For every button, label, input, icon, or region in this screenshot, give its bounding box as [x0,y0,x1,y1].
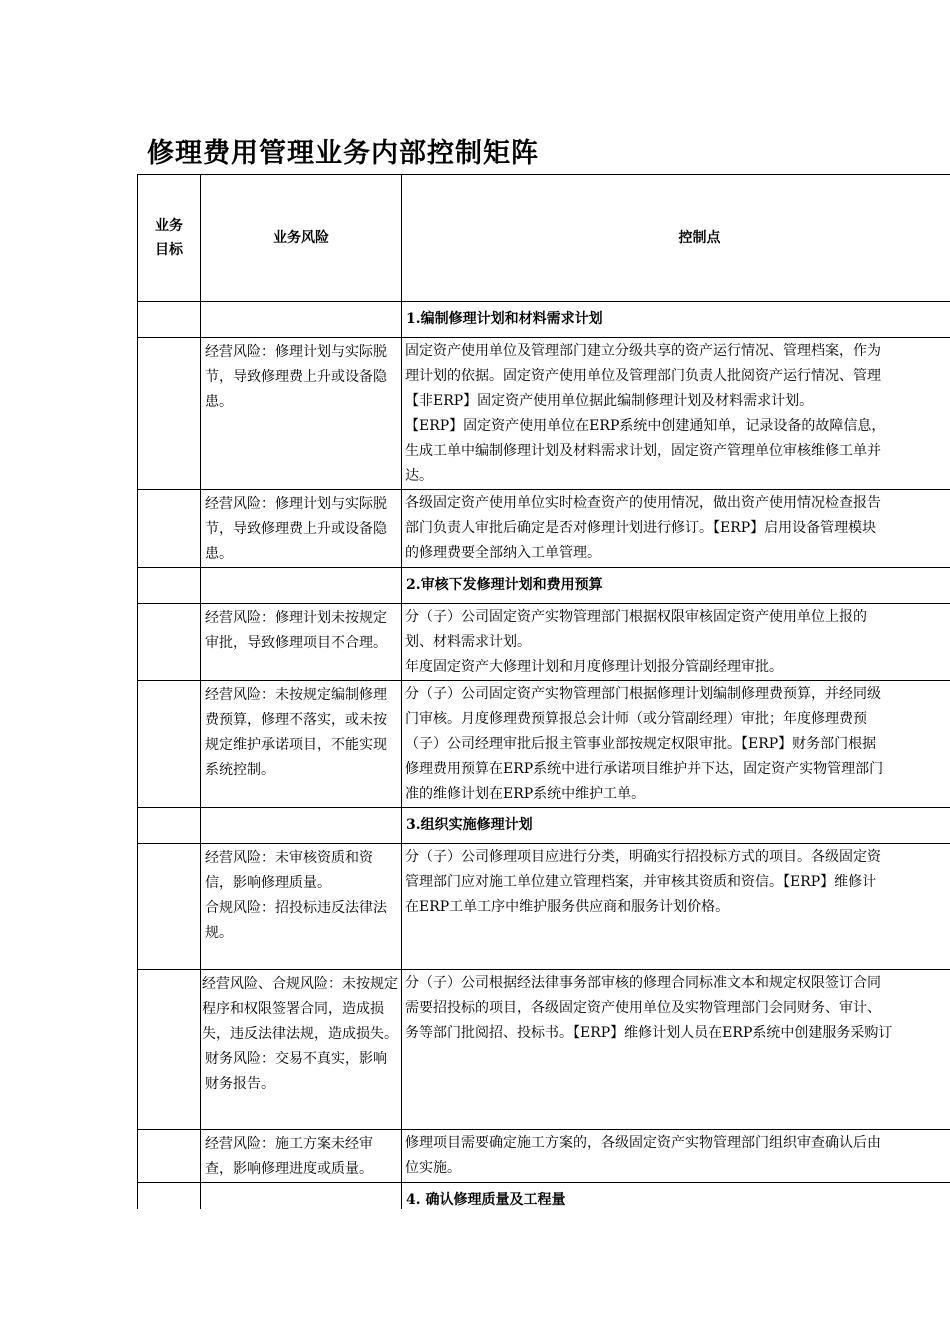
control-text [402,970,950,1046]
control-line: 各级固定资产使用单位实时检查资产的使用情况，做出资产使用情况检查报告 [405,495,881,511]
control-text [402,681,950,807]
control-cell [402,970,950,1130]
risk-cell [201,681,402,808]
risk-text: 经营风险：修理计划未按规定审批，导致修理项目不合理。 [205,610,387,651]
control-line: 修理项目需要确定施工方案的，各级固定资产实物管理部门组织审查确认后由 [405,1135,881,1151]
section-heading: 3.组织实施修理计划 [402,808,950,844]
risk-text: 经营风险：未按规定编制修理费预算，修理不落实，或未按规定维护承诺项目，不能实现系统控制。 [205,687,387,778]
goal-cell [138,604,201,681]
control-line: 修理费用预算在ERP系统中进行承诺项目维护并下达，固定资产实物管理部门 [405,761,884,777]
goal-cell [138,970,201,1130]
risk-text: 财务风险：交易不真实，影响财务报告。 [205,1051,387,1092]
control-text [402,844,950,920]
section-goal-cell [138,1183,201,1210]
section-risk-cell [201,568,402,604]
control-line: 年度固定资产大修理计划和月度修理计划报分管副经理审批。 [405,659,783,675]
control-line: 需要招投标的项目，各级固定资产使用单位及实物管理部门会同财务、审计、 [405,1000,881,1016]
control-cell [402,490,950,568]
control-line: 【ERP】固定资产使用单位在ERP系统中创建通知单，记录设备的故障信息， [405,418,886,434]
section-risk-cell [201,808,402,844]
control-line: 固定资产使用单位及管理部门建立分级共享的资产运行情况、管理档案，作为 [405,343,881,359]
risk-text: 经营风险：修理计划与实际脱节，导致修理费上升或设备隐患。 [205,344,387,410]
header-risk: 业务风险 [201,175,402,302]
risk-cell [201,1130,402,1183]
risk-text: 经营风险：未审核资质和资信，影响修理质量。 [205,850,373,891]
risk-cell [201,338,402,490]
control-text [402,338,950,489]
header-goal [138,175,201,302]
section-goal-cell [138,808,201,844]
page-title: 修理费用管理业务内部控制矩阵 [147,138,539,169]
risk-text: 经营风险、合规风险：未按规定程序和权限签署合同，造成损失，违反法律法规，造成损失。 [202,976,398,1042]
control-line: 分（子）公司根据经法律事务部审核的修理合同标准文本和规定权限签订合同 [405,975,881,991]
control-text [402,490,950,566]
risk-text: 经营风险：施工方案未经审查，影响修理进度或质量。 [205,1136,373,1177]
header-goal-line: 目标 [155,242,183,258]
control-line: 生成工单中编制修理计划及材料需求计划，固定资产管理单位审核维修工单并 [405,443,881,459]
goal-cell [138,490,201,568]
section-risk-cell [201,302,402,338]
control-cell [402,338,950,490]
goal-cell [138,844,201,970]
control-cell [402,1130,950,1183]
section-goal-cell [138,568,201,604]
section-heading: 2.审核下发修理计划和费用预算 [402,568,950,604]
risk-cell [201,604,402,681]
control-matrix-table [137,174,950,1209]
risk-text: 合规风险：招投标违反法律法规。 [205,900,387,941]
control-cell [402,604,950,681]
control-line: 分（子）公司固定资产实物管理部门根据修理计划编制修理费预算，并经同级 [405,686,881,702]
control-line: 分（子）公司修理项目应进行分类，明确实行招投标方式的项目。各级固定资 [405,849,881,865]
header-goal-line: 业务 [155,218,183,234]
control-line: 达。 [405,468,433,484]
control-line: 管理部门应对施工单位建立管理档案，并审核其资质和资信。【ERP】维修计 [405,874,877,890]
control-line: 务等部门批阅招、投标书。【ERP】维修计划人员在ERP系统中创建服务采购订 [405,1025,893,1041]
control-line: 位实施。 [405,1160,461,1176]
control-cell [402,844,950,970]
control-line: 【非ERP】固定资产使用单位据此编制修理计划及材料需求计划。 [405,393,814,409]
risk-cell [201,490,402,568]
goal-cell [138,681,201,808]
control-line: 的修理费要全部纳入工单管理。 [405,545,601,561]
risk-cell [201,970,402,1130]
header-goal-text [138,214,200,262]
section-heading: 1.编制修理计划和材料需求计划 [402,302,950,338]
control-line: 分（子）公司固定资产实物管理部门根据权限审核固定资产使用单位上报的 [405,609,867,625]
control-line: 在ERP工单工序中维护服务供应商和服务计划价格。 [405,899,730,915]
goal-cell [138,338,201,490]
control-line: 部门负责人审批后确定是否对修理计划进行修订。【ERP】启用设备管理模块 [405,520,877,536]
control-line: 理计划的依据。固定资产使用单位及管理部门负责人批阅资产运行情况、管理 [405,368,881,384]
control-cell [402,681,950,808]
control-text [402,1130,950,1181]
section-risk-cell [201,1183,402,1210]
control-line: 划、材料需求计划。 [405,634,531,650]
control-line: 准的维修计划在ERP系统中维护工单。 [405,786,646,802]
risk-cell [201,844,402,970]
control-line: （子）公司经理审批后报主管事业部按规定权限审批。【ERP】财务部门根据 [405,736,877,752]
header-control: 控制点 [402,175,950,302]
control-text [402,604,950,680]
risk-text: 经营风险：修理计划与实际脱节，导致修理费上升或设备隐患。 [205,496,387,562]
section-heading: 4. 确认修理质量及工程量 [402,1183,950,1210]
section-goal-cell [138,302,201,338]
control-line: 门审核。月度修理费预算报总会计师（或分管副经理）审批；年度修理费预 [405,711,867,727]
goal-cell [138,1130,201,1183]
